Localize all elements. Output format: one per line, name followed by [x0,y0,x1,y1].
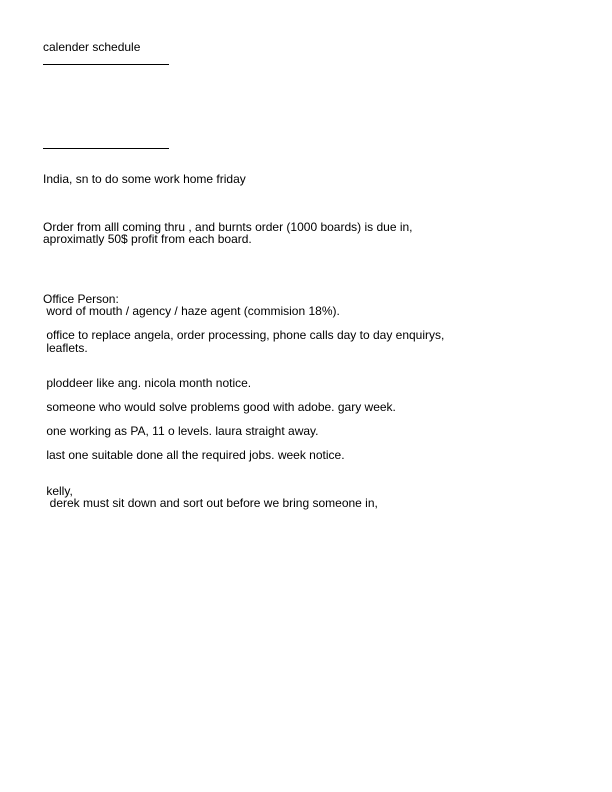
office-person-role-line-2: leaflets. [43,341,88,355]
title-underline [43,64,169,65]
note-order-line-2: aproximatly 50$ profit from each board. [43,232,252,246]
office-person-heading: Office Person: [43,292,119,306]
note-india: India, sn to do some work home friday [43,172,246,186]
candidate-note: one working as PA, 11 o levels. laura straight away. [43,424,319,438]
page-title: calender schedule [43,40,141,54]
candidate-note: someone who would solve problems good with adobe. gary week. [43,400,396,414]
candidate-note: last one suitable done all the required jobs. week notice. [43,448,345,462]
office-person-role-line-1: office to replace angela, order processing, phone calls day to day enquirys, [43,328,445,342]
office-person-recruitment: word of mouth / agency / haze agent (commision 18%). [43,304,340,318]
note-order-line-1: Order from alll coming thru , and burnts order (1000 boards) is due in, [43,220,413,234]
candidate-note: ploddeer like ang. nicola month notice. [43,376,252,390]
note-kelly: kelly, [43,484,73,498]
note-derek: derek must sit down and sort out before we bring someone in, [43,496,378,510]
separator-line [43,148,169,149]
